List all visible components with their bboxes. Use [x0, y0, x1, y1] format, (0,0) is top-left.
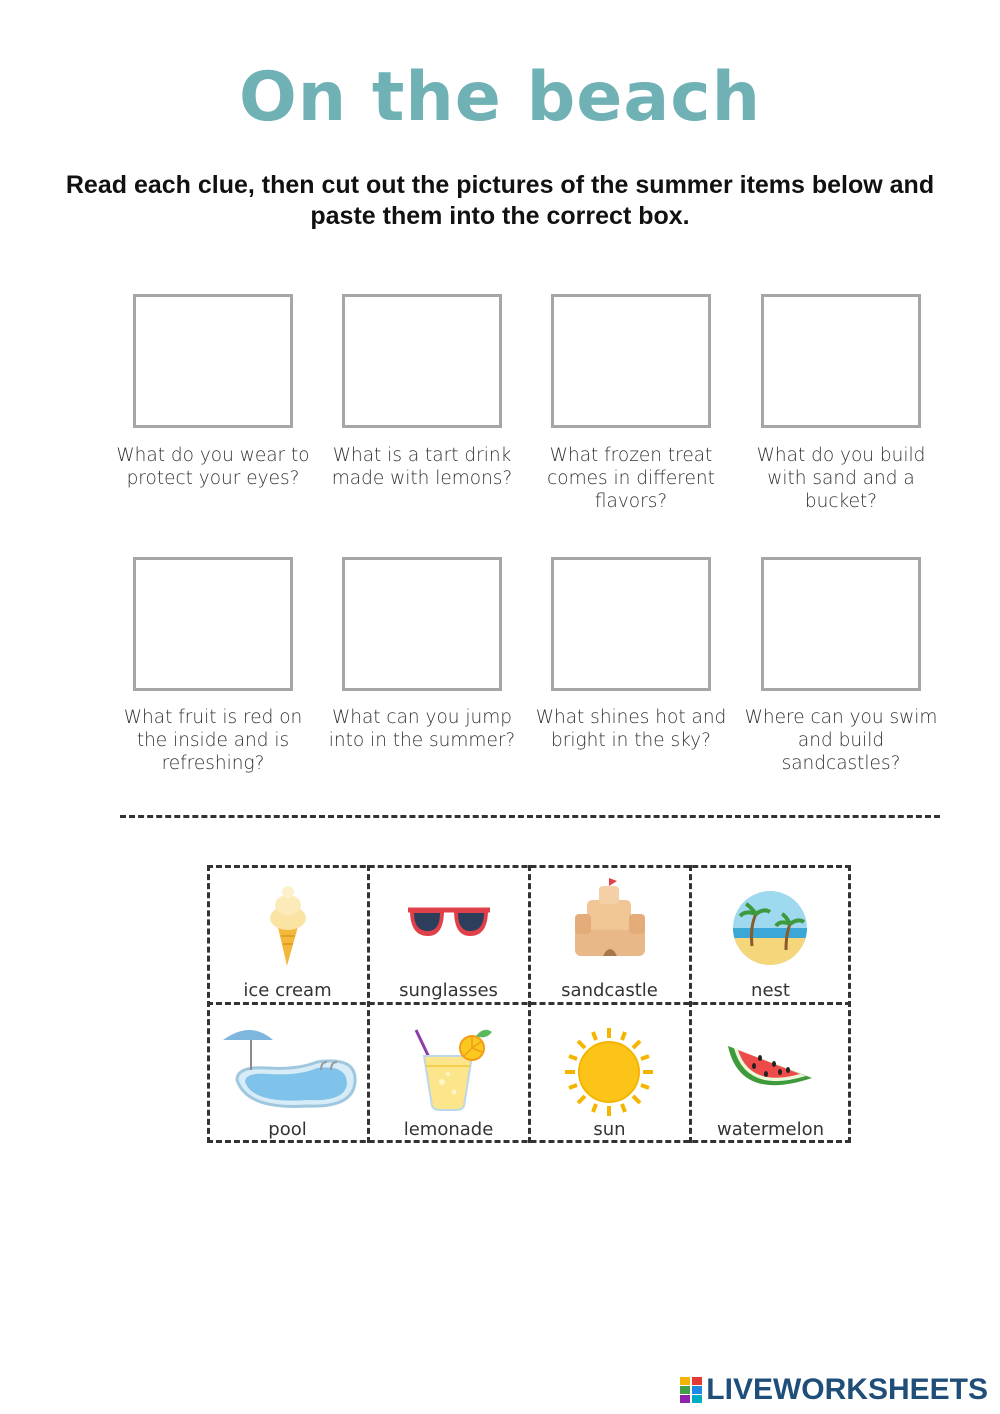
paste-box-4[interactable] — [761, 294, 921, 428]
clue-7: What shines hot and bright in the sky? — [535, 707, 727, 751]
sun-icon[interactable] — [529, 1022, 690, 1122]
pool-icon[interactable] — [207, 1022, 368, 1122]
clue-3: What frozen treat comes in different flavors? — [547, 445, 715, 512]
clue-8: Where can you swim and build sandcastles? — [744, 707, 938, 774]
cutout-label: ice cream — [243, 980, 332, 1001]
paste-box-7[interactable] — [551, 557, 711, 691]
ice-cream-icon[interactable] — [207, 878, 368, 978]
clue-5: What fruit is red on the inside and is refreshing? — [123, 707, 303, 774]
lemonade-icon[interactable] — [368, 1022, 529, 1122]
grid-divider — [207, 1002, 851, 1005]
cutout-label: nest — [751, 980, 790, 1001]
paste-box-2[interactable] — [342, 294, 502, 428]
paste-box-1[interactable] — [133, 294, 293, 428]
paste-box-3[interactable] — [551, 294, 711, 428]
liveworksheets-icon — [680, 1377, 702, 1403]
clue-6: What can you jump into in the summer? — [328, 707, 516, 751]
page-title: On the beach — [239, 58, 761, 137]
brand-name: LIVEWORKSHEETS — [706, 1373, 988, 1406]
sandcastle-icon[interactable] — [529, 878, 690, 978]
cutout-label: watermelon — [717, 1119, 824, 1140]
paste-box-6[interactable] — [342, 557, 502, 691]
cutout-label: lemonade — [403, 1119, 494, 1140]
beach-scene-icon[interactable] — [690, 878, 851, 978]
cutout-label: pool — [268, 1119, 307, 1140]
watermelon-icon[interactable] — [690, 1022, 851, 1122]
paste-box-8[interactable] — [761, 557, 921, 691]
cutout-label: sandcastle — [561, 980, 658, 1001]
instructions: Read each clue, then cut out the pictures of the summer items below and paste them into the correct box. — [65, 171, 935, 230]
liveworksheets-logo[interactable] — [680, 1373, 988, 1407]
clue-2: What is a tart drink made with lemons? — [331, 445, 513, 489]
sunglasses-icon[interactable] — [368, 878, 529, 978]
cut-line — [120, 815, 940, 818]
clue-4: What do you build with sand and a bucket? — [756, 445, 926, 512]
cutout-label: sunglasses — [399, 980, 498, 1001]
paste-box-5[interactable] — [133, 557, 293, 691]
cutout-label: sun — [593, 1119, 626, 1140]
clue-1: What do you wear to protect your eyes? — [116, 445, 310, 489]
